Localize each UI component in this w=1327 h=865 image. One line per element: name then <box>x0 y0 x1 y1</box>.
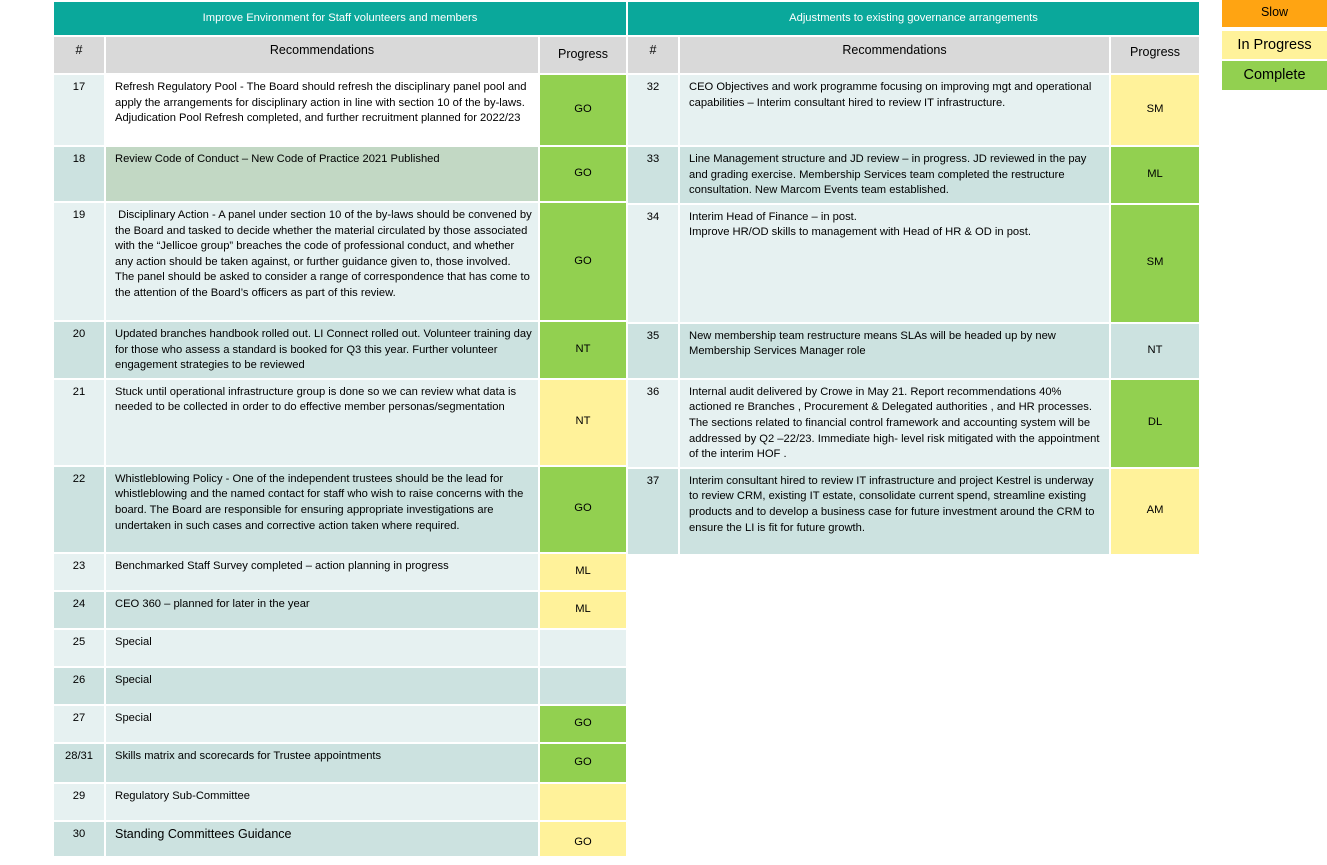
row-recommendation: Special <box>106 630 540 668</box>
row-recommendation: Whistleblowing Policy - One of the independent trustees should be the lead for whistleblowing and the named contact for staff who wish to raise concerns with the board. The Board are responsible for ensuring appropriate investigations are undertaken in such cases and corrective action taken where required. <box>106 467 540 554</box>
row-progress: GO <box>540 203 626 322</box>
row-number: 27 <box>54 706 106 744</box>
table-row <box>54 668 626 706</box>
row-recommendation: CEO 360 – planned for later in the year <box>106 592 540 630</box>
table-row <box>628 147 1199 205</box>
table-row <box>54 554 626 592</box>
row-recommendation: Line Management structure and JD review – in progress. JD reviewed in the pay and grading exercise. Membership Services team completed the restructure consultation. New Marcom Events team established. <box>680 147 1111 205</box>
row-recommendation: Internal audit delivered by Crowe in May 21. Report recommendations 40% actioned re Branches , Procurement & Delegated authorities , and HR processes. The sections related to financial control framework and accounting system will be addressed by Q2 –22/23. Immediate high- level risk mitigated with the appointment of the interim HOF . <box>680 380 1111 469</box>
table-row <box>54 822 626 858</box>
left-header-row <box>54 37 626 75</box>
table-row <box>54 784 626 822</box>
row-progress: GO <box>540 706 626 744</box>
row-number: 28/31 <box>54 744 106 784</box>
row-recommendation-line: Interim Head of Finance – in post. <box>689 210 857 223</box>
legend-in-progress: In Progress <box>1222 31 1327 59</box>
row-number: 20 <box>54 322 106 380</box>
row-number: 32 <box>628 75 680 147</box>
legend-slow: Slow <box>1222 0 1327 27</box>
row-recommendation: Regulatory Sub-Committee <box>106 784 540 822</box>
row-number: 24 <box>54 592 106 630</box>
row-progress: NT <box>540 322 626 380</box>
table-row <box>628 75 1199 147</box>
table-row <box>54 744 626 784</box>
row-number: 36 <box>628 380 680 469</box>
row-progress: ML <box>540 554 626 592</box>
table-row <box>54 706 626 744</box>
row-progress: NT <box>540 380 626 467</box>
row-progress: SM <box>1111 75 1199 147</box>
table-row <box>628 469 1199 556</box>
right-table <box>628 2 1199 556</box>
row-progress: GO <box>540 744 626 784</box>
row-recommendation: Review Code of Conduct – New Code of Practice 2021 Published <box>106 147 540 203</box>
row-number: 22 <box>54 467 106 554</box>
row-number: 17 <box>54 75 106 147</box>
right-table-title: Adjustments to existing governance arrangements <box>628 2 1199 37</box>
row-recommendation: Special <box>106 706 540 744</box>
row-recommendation: Disciplinary Action - A panel under section 10 of the by-laws should be convened by the Board and tasked to decide whether the material circulated by those associated with the “Jellicoe group” breaches the code of professional conduct, and whether any action should be taken against, or further guidance given to, those involved. The panel should be asked to consider a range of correspondence that has come to the attention of the Board’s officers as part of this review. <box>106 203 540 322</box>
row-progress: AM <box>1111 469 1199 556</box>
row-number: 34 <box>628 205 680 324</box>
row-progress: ML <box>540 592 626 630</box>
table-row <box>54 147 626 203</box>
row-progress <box>540 784 626 822</box>
row-recommendation: Benchmarked Staff Survey completed – action planning in progress <box>106 554 540 592</box>
table-row <box>54 75 626 147</box>
row-recommendation: Standing Committees Guidance <box>106 822 540 858</box>
row-recommendation: Interim consultant hired to review IT infrastructure and project Kestrel is underway to review CRM, existing IT estate, consolidate current spend, streamline existing products and to develop a business case for future investment around the CRM to ensure the LI is fit for future growth. <box>680 469 1111 556</box>
row-number: 26 <box>54 668 106 706</box>
left-header-progress: Progress <box>540 37 626 75</box>
table-row <box>628 324 1199 380</box>
row-progress: SM <box>1111 205 1199 324</box>
row-recommendation: Skills matrix and scorecards for Trustee appointments <box>106 744 540 784</box>
row-number: 25 <box>54 630 106 668</box>
row-number: 37 <box>628 469 680 556</box>
table-row <box>54 467 626 554</box>
row-progress: ML <box>1111 147 1199 205</box>
right-header-row <box>628 37 1199 75</box>
row-recommendation: Updated branches handbook rolled out. LI Connect rolled out. Volunteer training day for those who assess a standard is booked for Q3 this year. Further volunteer engagement strategies to be reviewed <box>106 322 540 380</box>
row-progress: NT <box>1111 324 1199 380</box>
row-progress <box>540 668 626 706</box>
right-header-recommendations: Recommendations <box>680 37 1111 75</box>
row-recommendation: Special <box>106 668 540 706</box>
row-recommendation-line: Improve HR/OD skills to management with Head of HR & OD in post. <box>689 226 1031 239</box>
row-recommendation: CEO Objectives and work programme focusing on improving mgt and operational capabilities – Interim consultant hired to review IT infrastructure. <box>680 75 1111 147</box>
table-row <box>54 203 626 322</box>
row-recommendation: New membership team restructure means SLAs will be headed up by new Membership Services Manager role <box>680 324 1111 380</box>
right-header-num: # <box>628 37 680 75</box>
row-progress: GO <box>540 75 626 147</box>
right-header-progress: Progress <box>1111 37 1199 75</box>
row-progress: GO <box>540 147 626 203</box>
table-row <box>54 592 626 630</box>
row-number: 29 <box>54 784 106 822</box>
row-number: 19 <box>54 203 106 322</box>
legend-complete: Complete <box>1222 61 1327 90</box>
row-number: 18 <box>54 147 106 203</box>
row-recommendation: Stuck until operational infrastructure group is done so we can review what data is needed to be collected in order to do effective member personas/segmentation <box>106 380 540 467</box>
table-row <box>54 322 626 380</box>
row-recommendation <box>680 205 1111 324</box>
left-header-recommendations: Recommendations <box>106 37 540 75</box>
row-number: 30 <box>54 822 106 858</box>
row-progress: DL <box>1111 380 1199 469</box>
row-recommendation: Refresh Regulatory Pool - The Board should refresh the disciplinary panel pool and apply the arrangements for disciplinary action in line with section 10 of the by-laws. Adjudication Pool Refresh completed, and further recruitment planned for 2022/23 <box>106 75 540 147</box>
row-progress: GO <box>540 467 626 554</box>
row-progress: GO <box>540 822 626 858</box>
table-row <box>628 205 1199 324</box>
row-number: 33 <box>628 147 680 205</box>
row-progress <box>540 630 626 668</box>
row-number: 23 <box>54 554 106 592</box>
row-number: 35 <box>628 324 680 380</box>
left-table-title: Improve Environment for Staff volunteers and members <box>54 2 626 37</box>
table-row <box>54 380 626 467</box>
left-header-num: # <box>54 37 106 75</box>
row-number: 21 <box>54 380 106 467</box>
left-table <box>54 2 626 858</box>
table-row <box>54 630 626 668</box>
table-row <box>628 380 1199 469</box>
